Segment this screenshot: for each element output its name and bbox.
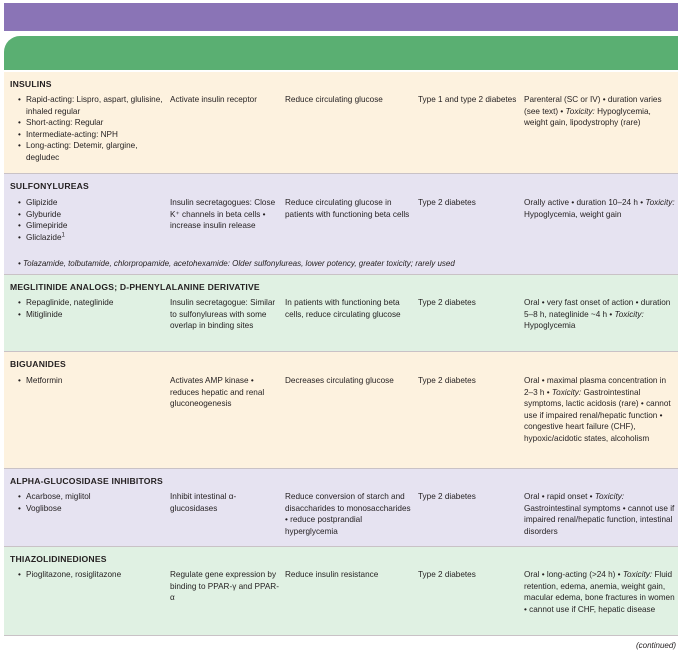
- mechanism-cell: Insulin secretagogue: Similar to sulfonylureas with some overlap in binding sites: [170, 298, 276, 331]
- list-item: • Metformin: [18, 375, 168, 387]
- mechanism-cell: Activate insulin receptor: [170, 95, 257, 104]
- section-title: BIGUANIDES: [10, 359, 66, 369]
- section-alpha-glucosidase-inhibitors: [4, 469, 678, 546]
- section-insulins: [4, 72, 678, 173]
- section-title: SULFONYLUREAS: [10, 181, 89, 191]
- toxicity-label: Toxicity:: [645, 198, 675, 207]
- section-thiazolidinediones: [4, 547, 678, 635]
- drug-list: [18, 197, 168, 243]
- drug-list: [18, 375, 168, 387]
- drug-list: [18, 491, 168, 514]
- applications-cell: Type 2 diabetes: [418, 376, 476, 385]
- pharmacokinetics-cell: [524, 94, 676, 129]
- pharmacokinetics-cell: [524, 197, 676, 220]
- mechanism-cell: Activates AMP kinase • reduces hepatic and renal gluconeogenesis: [170, 376, 265, 409]
- pharmacokinetics-cell: [524, 491, 676, 537]
- list-item: • Intermediate-acting: NPH: [18, 129, 168, 141]
- section-title: INSULINS: [10, 79, 52, 89]
- section-meglitinides: [4, 275, 678, 351]
- pk-text: Oral • rapid onset •: [524, 492, 595, 501]
- drug-list: [18, 94, 168, 164]
- list-item: • Pioglitazone, rosiglitazone: [18, 569, 168, 581]
- pharmacokinetics-cell: [524, 569, 676, 615]
- list-item: • Long-acting: Detemir, glargine, degludec: [18, 140, 168, 163]
- mechanism-cell: Inhibit intestinal α-glucosidases: [170, 492, 237, 513]
- applications-cell: Type 1 and type 2 diabetes: [418, 95, 517, 104]
- list-item: • Acarbose, miglitol: [18, 491, 168, 503]
- effects-cell: In patients with functioning beta cells, reduce circulating glucose: [285, 298, 401, 319]
- toxicity-label: Toxicity:: [594, 492, 625, 501]
- pk-text: Oral • maximal plasma concentration in 2–3 h •: [524, 376, 667, 397]
- pk-text: Oral • long-acting (>24 h) •: [524, 570, 623, 579]
- drug-name: Gliclazide: [26, 232, 62, 242]
- effects-cell: Reduce circulating glucose: [285, 95, 383, 104]
- toxicity-label: Toxicity:: [565, 106, 595, 116]
- section-title: ALPHA-GLUCOSIDASE INHIBITORS: [10, 476, 163, 486]
- list-item: • Repaglinide, nateglinide: [18, 297, 168, 309]
- pharmacokinetics-cell: [524, 375, 676, 445]
- list-item: • Mitiglinide: [18, 309, 168, 321]
- mechanism-cell: Regulate gene expression by binding to PPAR-γ and PPAR-α: [170, 570, 279, 603]
- table-title-bar: [4, 3, 678, 31]
- table-header-bar: [4, 36, 678, 70]
- list-item: • Glimepiride: [18, 220, 168, 232]
- applications-cell: Type 2 diabetes: [418, 570, 476, 579]
- list-item: • Voglibose: [18, 503, 168, 515]
- section-title: THIAZOLIDINEDIONES: [10, 554, 107, 564]
- applications-cell: Type 2 diabetes: [418, 492, 476, 501]
- effects-cell: Reduce circulating glucose in patients with functioning beta cells: [285, 198, 410, 219]
- toxicity-label: Toxicity:: [614, 309, 644, 319]
- pk-text: Orally active • duration 10–24 h •: [524, 198, 646, 207]
- drug-list: [18, 569, 168, 581]
- applications-cell: Type 2 diabetes: [418, 298, 476, 307]
- footnote-row: • Tolazamide, tolbutamide, chlorpropamide, acetohexamide: Older sulfonylureas, lower potency, greater toxicity; rarely used: [18, 259, 455, 268]
- section-biguanides: [4, 352, 678, 468]
- section-sulfonylureas: [4, 174, 678, 274]
- effects-cell: Reduce conversion of starch and disaccharides to monosaccharides • reduce postprandial hyperglycemia: [285, 492, 411, 536]
- pk-text: Fluid retention, edema, anemia, weight gain, macular edema, bone fractures in women • cannot use if CHF, hepatic disease: [524, 570, 675, 614]
- pk-text: Gastrointestinal symptoms, lactic acidosis (rare) • cannot use if impaired renal/hepatic function • congestive heart failure (CHF), hypoxic/acidotic states, alcoholism: [524, 387, 671, 443]
- drug-list: [18, 297, 168, 320]
- pk-text: Parenteral (SC or IV) • duration varies (see text) •: [524, 95, 662, 116]
- toxicity-label: Toxicity:: [622, 570, 653, 579]
- pk-text: Hypoglycemia, weight gain: [524, 209, 622, 219]
- list-item: • Glipizide: [18, 197, 168, 209]
- list-item: • Rapid-acting: Lispro, aspart, glulisine, inhaled regular: [18, 94, 168, 117]
- pk-text: Gastrointestinal symptoms • cannot use if impaired renal/hepatic function, intestinal disorders: [524, 503, 675, 536]
- list-item: [18, 232, 168, 244]
- pk-text: Hypoglycemia: [524, 321, 576, 331]
- effects-cell: Decreases circulating glucose: [285, 376, 394, 385]
- continued-label: (continued): [635, 641, 676, 650]
- section-title: MEGLITINIDE ANALOGS; D-PHENYLALANINE DERIVATIVE: [10, 282, 260, 292]
- list-item: • Short-acting: Regular: [18, 117, 168, 129]
- pk-text: Oral • very fast onset of action • duration 5–8 h, nateglinide ~4 h •: [524, 298, 671, 319]
- pk-text: Hypoglycemia, weight gain, lipodystrophy (rare): [524, 106, 651, 128]
- list-item: • Glyburide: [18, 209, 168, 221]
- applications-cell: Type 2 diabetes: [418, 198, 476, 207]
- mechanism-cell: Insulin secretagogues: Close K⁺ channels in beta cells • increase insulin release: [170, 198, 276, 231]
- effects-cell: Reduce insulin resistance: [285, 570, 379, 579]
- pharmacokinetics-cell: [524, 297, 676, 332]
- footnote-marker: 1: [61, 232, 65, 239]
- row-divider: [4, 635, 678, 636]
- toxicity-label: Toxicity:: [551, 387, 582, 397]
